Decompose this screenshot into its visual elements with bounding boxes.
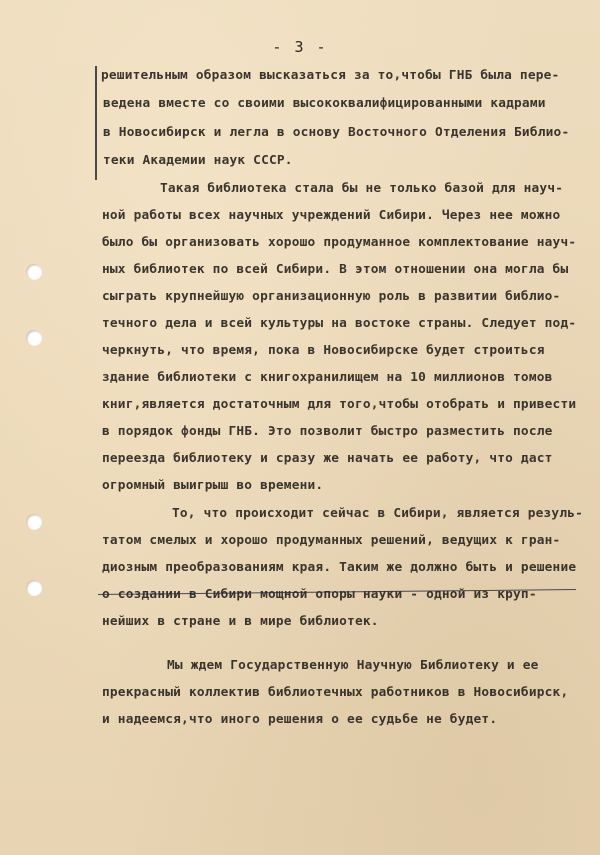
punch-hole-3 [26,514,42,530]
text-line: здание библиотеки с книгохранилищем на 10 миллионов томов [102,370,553,385]
text-line: огромный выигрыш во времени. [102,478,324,493]
punch-hole-4 [26,580,42,596]
text-line: ных библиотек по всей Сибири. В этом отношении она могла бы [102,262,569,277]
text-line: в порядок фонды ГНБ. Это позволит быстро разместить после [102,424,553,439]
text-line: в Новосибирск и легла в основу Восточного Отделения Библио- [103,125,570,140]
text-line: ведена вместе со своими высококвалифицированными кадрами [103,96,546,111]
text-line: Мы ждем Государственную Научную Библиотеку и ее [167,658,539,673]
text-line: татом смелых и хорошо продуманных решений, ведущих к гран- [102,533,561,548]
text-line: ной работы всех научных учреждений Сибири. Через нее можно [102,208,561,223]
text-line: То, что происходит сейчас в Сибири, является резуль- [172,506,584,521]
text-line: было бы организовать хорошо продуманное комплектование науч- [102,235,577,250]
text-line: черкнуть, что время, пока в Новосибирске будет строиться [102,343,545,358]
margin-mark-line [95,66,97,180]
text-line: сыграть крупнейшую организационную роль в развитии библио- [102,289,561,304]
text-line: нейших в стране и в мире библиотек. [102,614,379,629]
text-line: книг,является достаточным для того,чтобы отобрать и привести [102,397,577,412]
text-line: диозным преобразованиям края. Таким же должно быть и решение [102,560,577,575]
punch-hole-2 [26,330,42,346]
text-line: решительным образом высказаться за то,чтобы ГНБ была пере- [101,68,560,83]
text-line: Такая библиотека стала бы не только базой для науч- [160,181,564,196]
page-number: - 3 - [272,38,328,56]
text-line: течного дела и всей культуры на востоке страны. Следует под- [102,316,577,331]
punch-hole-1 [26,264,42,280]
text-line: теки Академии наук СССР. [103,153,293,168]
text-line: о создании в Сибири мощной опоры науки - одной из круп- [102,587,537,602]
text-line: прекрасный коллектив библиотечных работников в Новосибирск, [102,685,569,700]
text-line: и надеемся,что иного решения о ее судьбе не будет. [102,712,498,727]
text-line: переезда библиотеку и сразу же начать ее работу, что даст [102,451,553,466]
